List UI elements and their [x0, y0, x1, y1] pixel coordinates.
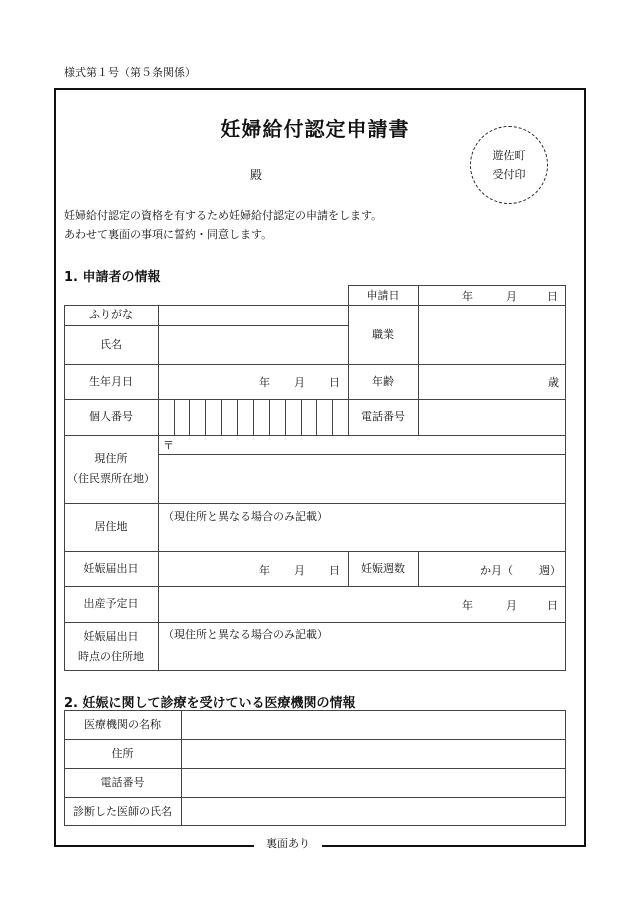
intro-text [64, 206, 382, 244]
gestation-months-unit: か月（ [480, 564, 513, 577]
name-label: 氏名 [100, 337, 122, 351]
furigana-label: ふりがな [89, 308, 133, 321]
application-date-month: 月 [506, 290, 517, 303]
application-date-label: 申請日 [366, 288, 400, 302]
institution-address-label: 住所 [111, 746, 134, 760]
due-date-field[interactable] [159, 587, 565, 621]
postal-mark: 〒 [163, 439, 174, 452]
report-date-month: 月 [294, 564, 305, 577]
stamp-label: 受付印 [492, 168, 526, 181]
due-date-label: 出産予定日 [83, 597, 139, 610]
residence-field[interactable] [159, 524, 565, 550]
age-field[interactable] [419, 365, 565, 398]
address-label [64, 435, 158, 503]
personal-number-label: 個人番号 [89, 410, 133, 423]
dob-day: 日 [329, 376, 340, 389]
due-date-year: 年 [462, 599, 473, 612]
occupation-field[interactable] [419, 306, 565, 363]
report-address-label-line-1: 妊娠届出日 [83, 629, 139, 643]
section-2-title: 2. 妊娠に関して診療を受けている医療機関の情報 [64, 696, 356, 711]
age-label: 年齢 [372, 374, 394, 388]
report-date-day: 日 [329, 564, 340, 577]
institution-phone-label: 電話番号 [100, 775, 145, 789]
name-field[interactable] [159, 326, 347, 363]
reception-stamp-area [470, 126, 548, 204]
application-date-field[interactable] [419, 286, 565, 305]
back-side-note: 裏面あり [254, 834, 322, 854]
institution-name-label: 医療機関の名称 [84, 717, 161, 731]
pregnancy-report-date-label: 妊娠届出日 [83, 561, 139, 575]
age-unit: 歳 [548, 376, 559, 389]
application-date-year: 年 [462, 290, 473, 303]
report-address-label [64, 622, 158, 671]
due-date-month: 月 [506, 599, 517, 612]
doctor-name-label: 診断した医師の氏名 [73, 804, 172, 818]
due-date-day: 日 [547, 599, 558, 612]
report-address-field[interactable] [159, 644, 565, 670]
gestation-weeks-unit: 週） [539, 564, 561, 577]
institution-name-field[interactable] [182, 711, 565, 738]
form-number: 様式第１号（第５条関係） [64, 66, 196, 79]
dob-label: 生年月日 [89, 374, 133, 388]
institution-phone-field[interactable] [182, 769, 565, 796]
dob-month: 月 [294, 376, 305, 389]
intro-line-2: あわせて裏面の事項に誓約・同意します。 [64, 228, 273, 241]
addressee-suffix: 殿 [250, 168, 263, 182]
address-label-line-2: （住民票所在地） [67, 472, 155, 485]
institution-address-field[interactable] [182, 740, 565, 767]
gestation-field[interactable] [419, 552, 565, 585]
phone-label: 電話番号 [361, 410, 405, 423]
dob-field[interactable] [159, 365, 347, 398]
postal-code-field[interactable] [175, 436, 565, 453]
address-label-line-1: 現住所 [94, 452, 128, 465]
stamp-town-name: 遊佐町 [492, 149, 526, 162]
form-title: 妊婦給付認定申請書 [220, 117, 410, 141]
occupation-label: 職業 [372, 327, 394, 341]
personal-number-field[interactable] [159, 400, 347, 434]
address-field[interactable] [159, 455, 565, 502]
doctor-name-field[interactable] [182, 798, 565, 825]
residence-note: （現住所と異なる場合のみ記載） [163, 510, 328, 523]
report-date-year: 年 [259, 564, 270, 577]
report-address-label-line-2: 時点の住所地 [78, 649, 144, 663]
pregnancy-report-date-field[interactable] [159, 552, 347, 585]
section-1-title: 1. 申請者の情報 [64, 270, 161, 285]
intro-line-1: 妊婦給付認定の資格を有するため妊婦給付認定の申請をします。 [64, 209, 383, 222]
residence-label: 居住地 [94, 520, 128, 533]
phone-field[interactable] [419, 400, 565, 434]
dob-year: 年 [259, 376, 270, 389]
furigana-field[interactable] [159, 306, 347, 324]
gestation-label: 妊娠週数 [361, 561, 405, 575]
application-date-day: 日 [547, 290, 558, 303]
report-address-note: （現住所と異なる場合のみ記載） [163, 628, 328, 641]
